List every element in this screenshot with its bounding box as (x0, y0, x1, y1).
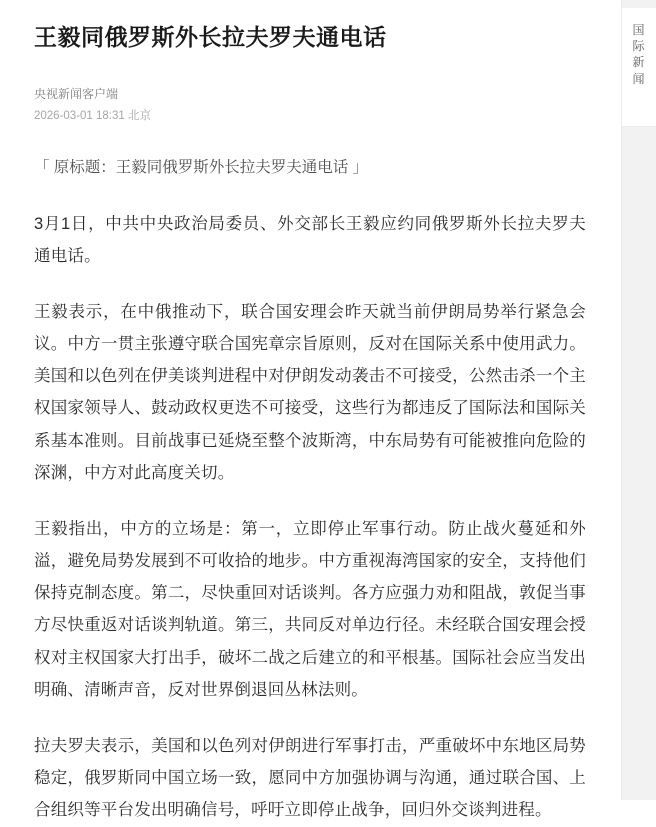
side-panel-label: 国际新闻 (632, 23, 646, 86)
article-paragraph: 拉夫罗夫表示，美国和以色列对伊朗进行军事打击，严重破坏中东地区局势稳定，俄罗斯同中国立场一致，愿同中方加强协调与沟通，通过联合国、上合组织等平台发出明确信号，呼吁立即停止战争，回归外交谈判进程。 (34, 736, 586, 820)
article-timestamp: 2026-03-01 18:31 北京 (34, 109, 151, 122)
original-title-line: 「 原标题：王毅同俄罗斯外长拉夫罗夫通电话 」 (34, 158, 369, 176)
article-paragraph: 王毅表示，在中俄推动下，联合国安理会昨天就当前伊朗局势举行紧急会议。中方一贯主张遵守联合国宪章宗旨原则，反对在国际关系中使用武力。美国和以色列在伊美谈判进程中对伊朗发动袭击不可接受，公然击杀一个主权国家领导人、鼓动政权更迭不可接受，这些行为都违反了国际法和国际关系基本准则。目前战事已延烧至整个波斯湾，中东局势有可能被推向危险的深渊，中方对此高度关切。 (34, 302, 586, 482)
article-source: 央视新闻客户端 (34, 87, 119, 102)
side-panel-tab[interactable] (621, 8, 656, 127)
article-paragraph: 3月1日，中共中央政治局委员、外交部长王毅应约同俄罗斯外长拉夫罗夫通电话。 (34, 214, 586, 265)
page-title: 王毅同俄罗斯外长拉夫罗夫通电话 (34, 24, 387, 50)
article-paragraph: 王毅指出，中方的立场是：第一，立即停止军事行动。防止战火蔓延和外溢，避免局势发展到不可收拾的地步。中方重视海湾国家的安全，支持他们保持克制态度。第二，尽快重回对话谈判。各方应强力劝和阻战，敦促当事方尽快重返对话谈判轨道。第三，共同反对单边行径。未经联合国安理会授权对主权国家大打出手，破坏二战之后建立的和平根基。国际社会应当发出明确、清晰声音，反对世界倒退回丛林法则。 (34, 519, 586, 699)
byline (34, 83, 586, 128)
side-panel (621, 0, 656, 800)
